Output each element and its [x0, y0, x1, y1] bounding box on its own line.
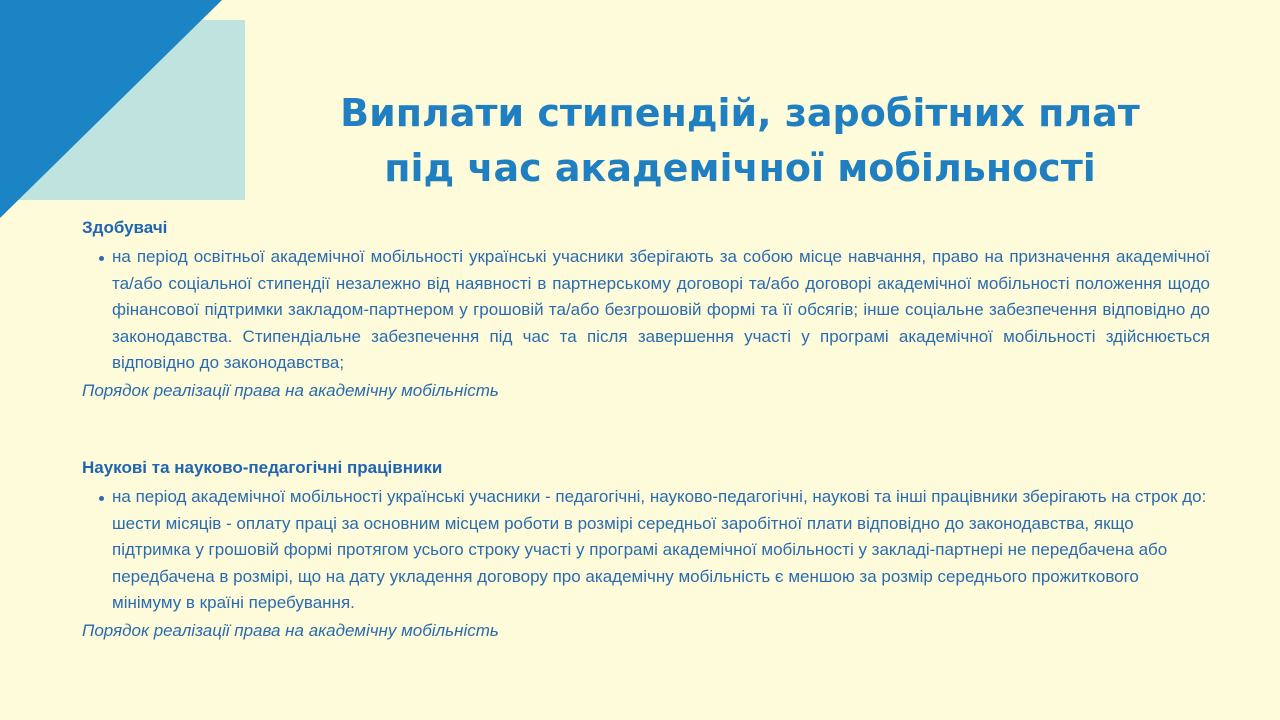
bullet-list [82, 244, 1210, 377]
section-students [82, 216, 1210, 403]
bullet-list [82, 484, 1210, 617]
procedure-link[interactable]: Порядок реалізації права на академічну мобільність [82, 620, 499, 640]
procedure-link[interactable]: Порядок реалізації права на академічну мобільність [82, 380, 499, 400]
title-line-2: під час академічної мобільності [384, 146, 1096, 190]
bullet-item: на період академічної мобільності українські учасники - педагогічні, науково-педагогічні, наукові та інші працівники зберігають на строк до: шести місяців - оплату праці за основним місцем роботи в розмірі середньої заробітної плати відповідно до законодавства, якщо підтримка у грошовій формі протягом усього строку участі у програмі академічної мобільності у закладі-партнері не передбачена або передбачена в розмірі, що на дату укладення договору про академічну мобільність є меншою за розмір середнього прожиткового мінімуму в країні перебування. [112, 484, 1210, 617]
slide-title [300, 86, 1180, 196]
section-staff [82, 456, 1210, 643]
bullet-item: на період освітньої академічної мобільності українські учасники зберігають за собою місце навчання, право на призначення академічної та/або соціальної стипендії незалежно від наявності в партнерському договорі та/або договорі академічної мобільності положення щодо фінансової підтримки закладом-партнером у грошовій та/або безгрошовій формі та її обсягів; інше соціальне забезпечення відповідно до законодавства. Стипендіальне забезпечення під час та після завершення участі у програмі академічної мобільності здійснюється відповідно до законодавства; [112, 244, 1210, 377]
section-heading: Здобувачі [82, 218, 168, 237]
corner-decoration [0, 0, 250, 220]
section-heading: Наукові та науково-педагогічні працівники [82, 458, 443, 477]
title-line-1: Виплати стипендій, заробітних плат [340, 91, 1140, 135]
